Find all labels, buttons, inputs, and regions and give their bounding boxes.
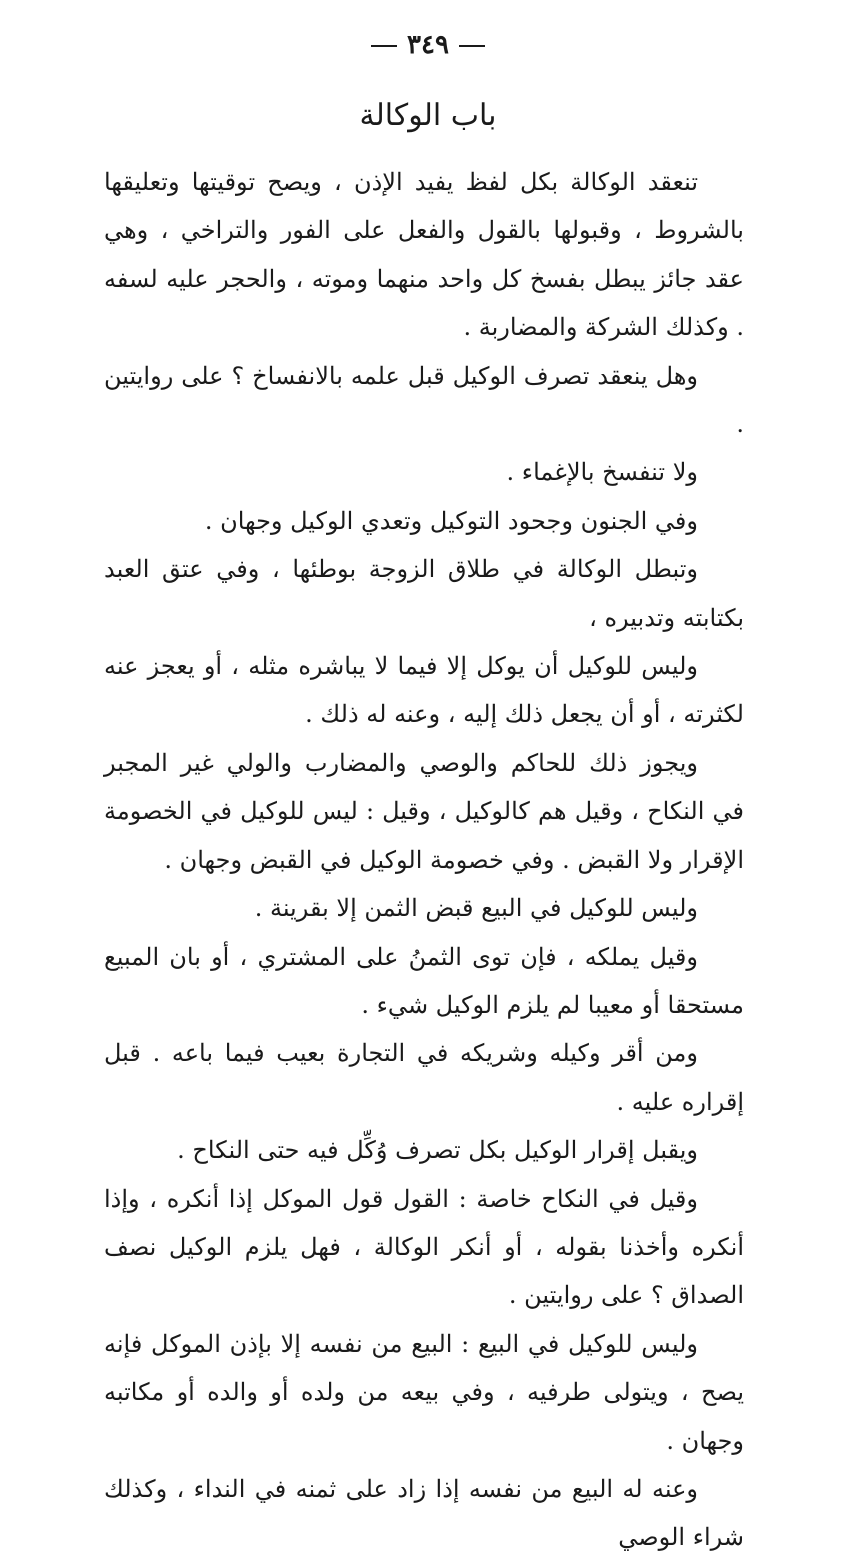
paragraph: تنعقد الوكالة بكل لفظ يفيد الإذن ، ويصح توقيتها وتعليقها بالشروط ، وقبولها بالقول والفعل على الفور والتراخي ، وهي عقد جائز يبطل بفسخ كل واحد منهما وموته ، والحجر عليه لسفه . وكذلك الشركة والمضاربة .	[104, 168, 744, 342]
paragraph: ومن أقر وكيله وشريكه في التجارة بعيب فيما باعه . قبل إقراره عليه .	[104, 1039, 744, 1116]
body-text	[104, 158, 744, 1562]
paragraph: وقيل في النكاح خاصة : القول قول الموكل إذا أنكره ، وإذا أنكره وأخذنا بقوله ، أو أنكر الوكالة ، فهل يلزم الوكيل نصف الصداق ؟ على روايتين .	[104, 1184, 744, 1310]
paragraph: وليس للوكيل أن يوكل إلا فيما لا يباشره مثله ، أو يعجز عنه لكثرته ، أو أن يجعل ذلك إليه ، وعنه له ذلك .	[104, 652, 744, 729]
paragraph: وهل ينعقد تصرف الوكيل قبل علمه بالانفساخ ؟ على روايتين .	[104, 361, 744, 439]
paragraph: ويقبل إقرار الوكيل بكل تصرف وُكِّل فيه حتى النكاح .	[177, 1136, 698, 1165]
paragraph: وليس للوكيل في البيع قبض الثمن إلا بقرينة .	[254, 894, 698, 923]
chapter-title: باب الوكالة	[359, 98, 497, 133]
paragraph: وعنه له البيع من نفسه إذا زاد على ثمنه في النداء ، وكذلك شراء الوصي	[104, 1474, 744, 1552]
paragraph: ولا تنفسخ بالإغماء .	[506, 458, 698, 487]
paragraph: ويجوز ذلك للحاكم والوصي والمضارب والولي غير المجبر في النكاح ، وقيل هم كالوكيل ، وقيل : ليس للوكيل في الخصومة الإقرار ولا القبض . وفي خصومة الوكيل في القبض وجهان .	[104, 748, 744, 874]
paragraph: وتبطل الوكالة في طلاق الزوجة بوطئها ، وفي عتق العبد بكتابته وتدبيره ،	[104, 555, 744, 632]
page-number-text: ٣٤٩	[407, 30, 449, 60]
paragraph: وفي الجنون وجحود التوكيل وتعدي الوكيل وجهان .	[204, 506, 698, 535]
page-number-dash-right	[459, 45, 485, 47]
paragraph: وقيل يملكه ، فإن توى الثمنُ على المشتري ، أو بان المبيع مستحقا أو معيبا لم يلزم الوكيل شيء .	[104, 942, 744, 1019]
page-number-dash-left	[371, 45, 397, 47]
page-number	[0, 30, 856, 60]
paragraph: وليس للوكيل في البيع : البيع من نفسه إلا بإذن الموكل فإنه يصح ، ويتولى طرفيه ، وفي بيعه من ولده أو والده أو مكاتبه وجهان .	[104, 1329, 744, 1455]
